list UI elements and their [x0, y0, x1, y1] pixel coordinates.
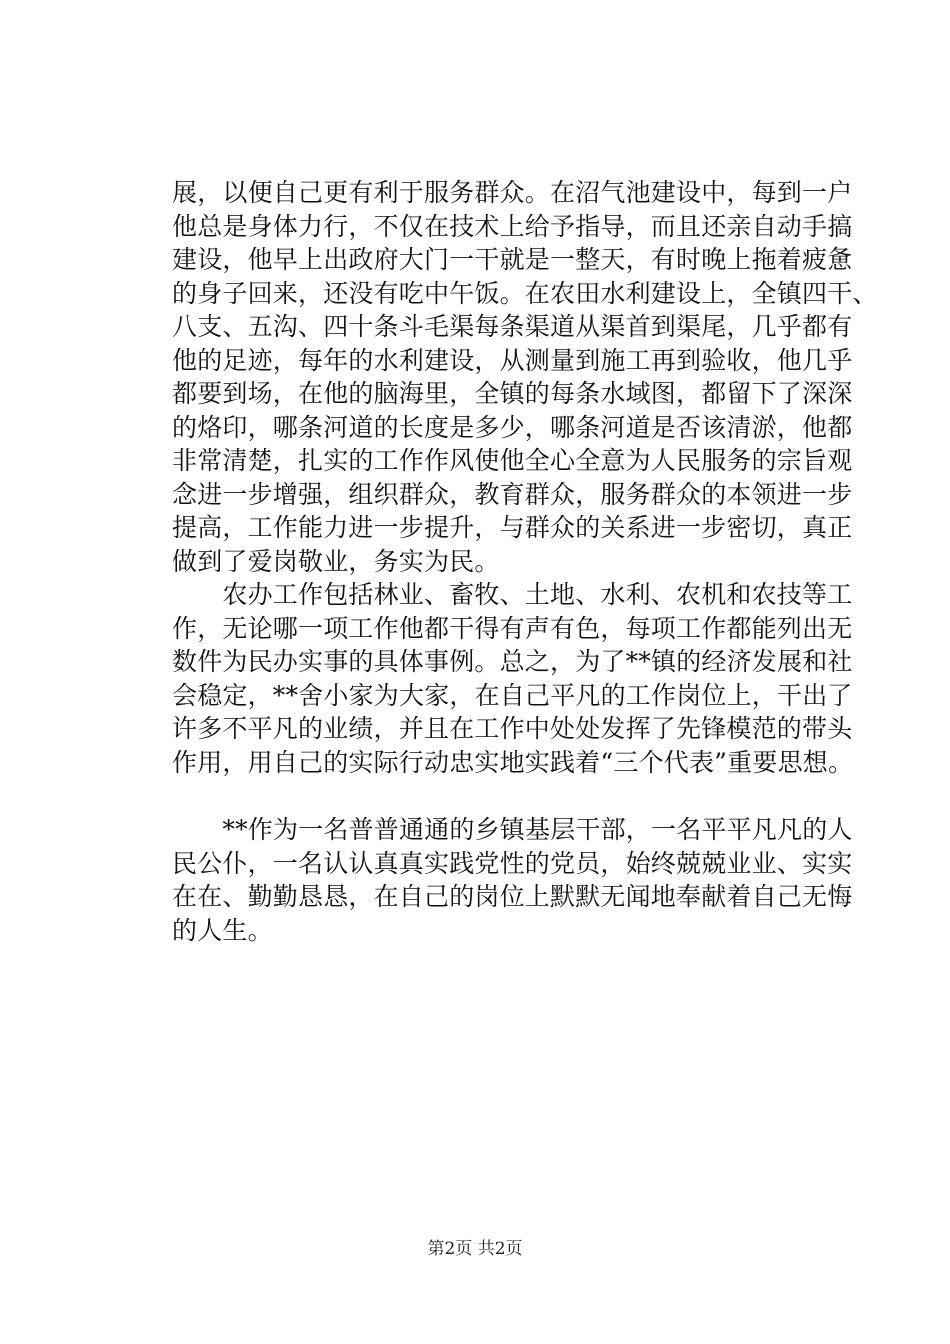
- text-line: 做到了爱岗敬业，务实为民。: [172, 546, 500, 576]
- text-line: 数件为民办实事的具体事例。总之，为了**镇的经济发展和社: [172, 647, 853, 676]
- paragraph-2: [172, 578, 852, 779]
- text-line: 八支、五沟、四十条斗毛渠每条渠道从渠首到渠尾，几乎都有: [172, 312, 853, 341]
- paragraph-3: [172, 813, 852, 947]
- text-line: 他的足迹，每年的水利建设，从测量到施工再到验收，他几乎: [172, 345, 853, 375]
- text-line: **作为一名普普通通的乡镇基层干部，一名平平凡凡的人: [172, 815, 853, 844]
- text-line: 提高，工作能力进一步提升，与群众的关系进一步密切，真正: [172, 513, 853, 542]
- text-line: 建设，他早上出政府大门一干就是一整天，有时晚上拖着疲惫: [172, 245, 853, 274]
- page-footer: [0, 1238, 950, 1260]
- text-line: 非常清楚，扎实的工作作风使他全心全意为人民服务的宗旨观: [172, 446, 853, 475]
- text-line: 他总是身体力行，不仅在技术上给予指导，而且还亲自动手搞: [172, 211, 853, 241]
- text-line: 展，以便自己更有利于服务群众。在沼气池建设中，每到一户: [172, 178, 853, 207]
- text-line: 会稳定，**舍小家为大家，在自己平凡的工作岗位上，干出了: [172, 680, 853, 710]
- text-line: 农办工作包括林业、畜牧、土地、水利、农机和农技等工: [172, 580, 853, 609]
- text-line: 的身子回来，还没有吃中午饭。在农田水利建设上，全镇四干、: [172, 278, 878, 308]
- text-line: 的人生。: [172, 915, 273, 945]
- text-line: 念进一步增强，组织群众，教育群众，服务群众的本领进一步: [172, 479, 853, 509]
- paragraph-1: [172, 176, 878, 578]
- text-line: 的烙印，哪条河道的长度是多少，哪条河道是否该清淤，他都: [172, 412, 853, 442]
- page-number-label: 第2页 共2页: [427, 1239, 523, 1259]
- text-line: 都要到场，在他的脑海里，全镇的每条水域图，都留下了深深: [172, 379, 853, 408]
- paragraph-spacer: [172, 779, 852, 813]
- text-line: 许多不平凡的业绩，并且在工作中处处发挥了先锋模范的带头: [172, 714, 853, 743]
- text-line: 民公仆，一名认认真真实践党性的党员，始终兢兢业业、实实: [172, 848, 853, 878]
- text-line: 在在、勤勤恳恳，在自己的岗位上默默无闻地奉献着自己无悔: [172, 882, 853, 911]
- text-line: 作，无论哪一项工作他都干得有声有色，每项工作都能列出无: [172, 613, 853, 643]
- text-line: 作用，用自己的实际行动忠实地实践着“三个代表”重要思想。: [172, 747, 854, 777]
- document-body: [172, 176, 878, 947]
